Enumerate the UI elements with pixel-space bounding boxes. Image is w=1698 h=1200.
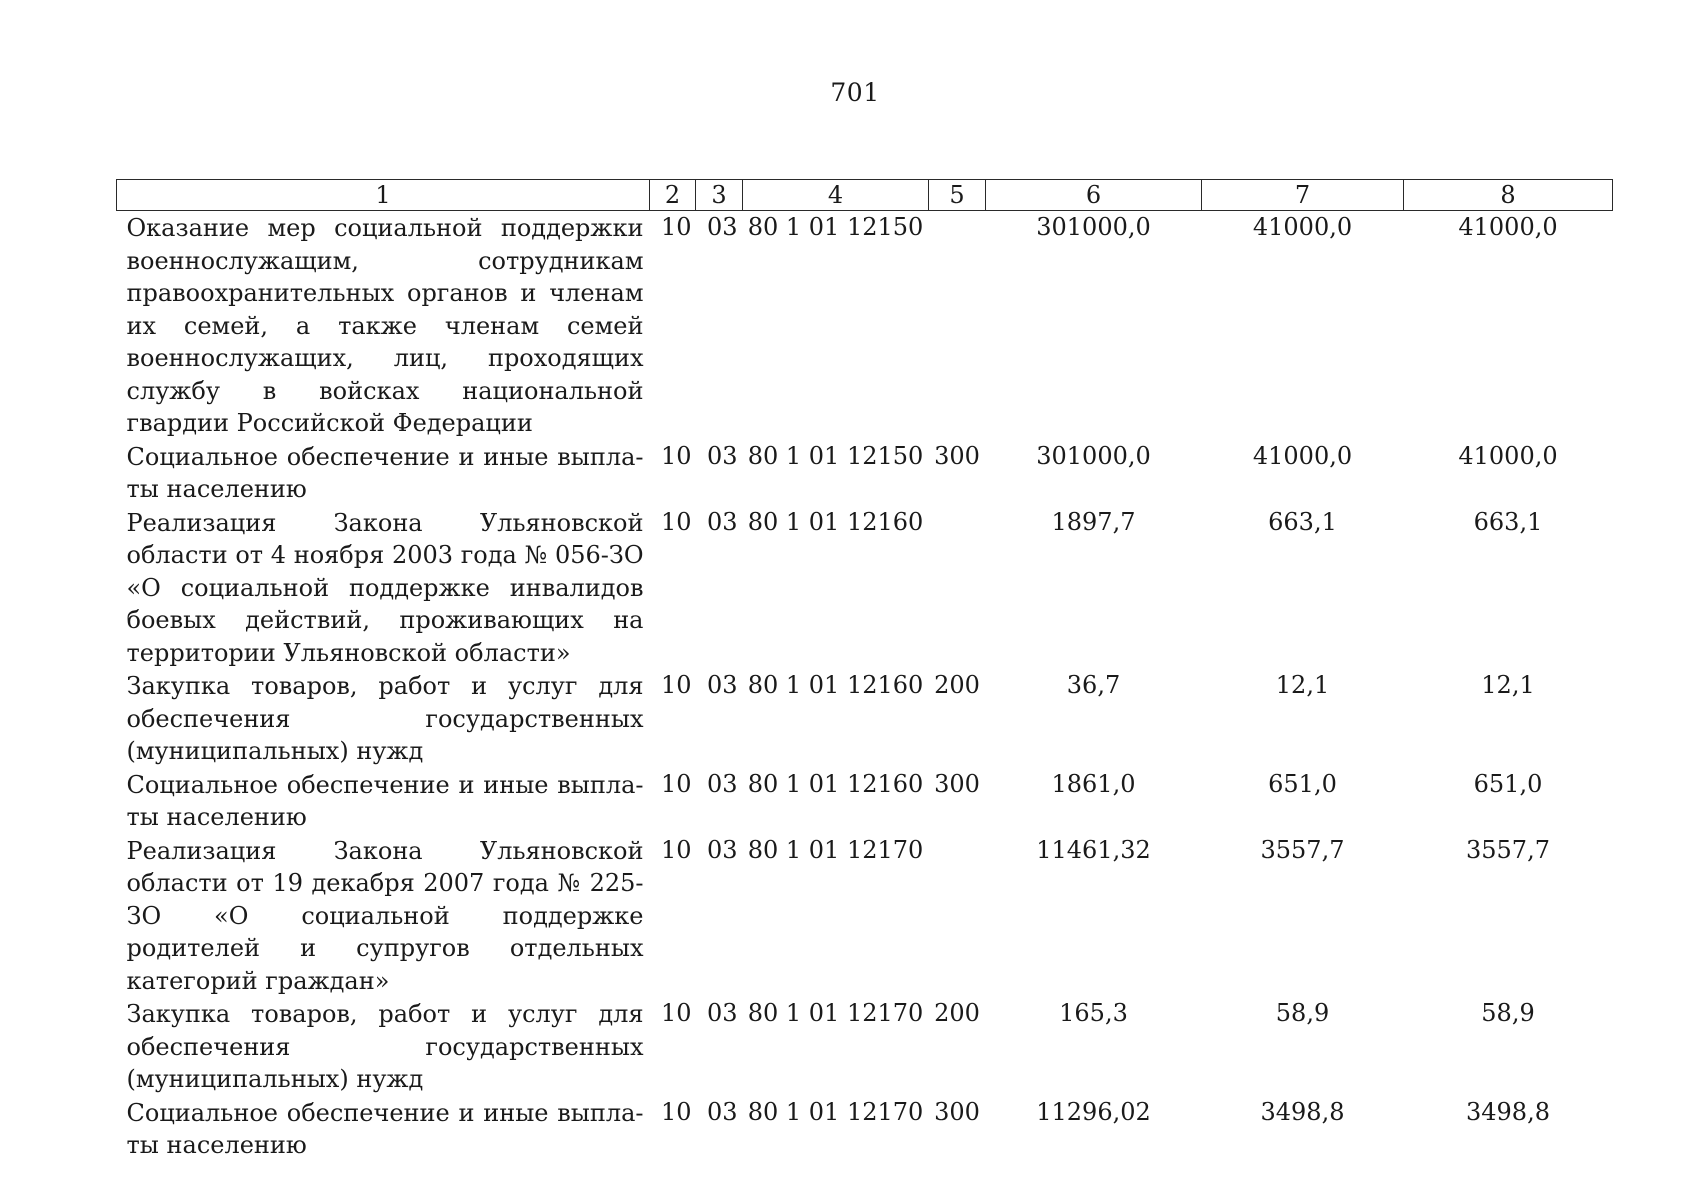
header-col-6: 6 — [986, 180, 1202, 211]
row-section: 10 — [660, 441, 692, 470]
row-target-article: 80 1 01 12160 — [747, 507, 924, 536]
row-section: 10 — [660, 671, 692, 699]
row-col6: 301000,0 — [1036, 213, 1151, 241]
row-col7: 12,1 — [1275, 671, 1330, 699]
row-col7: 41000,0 — [1252, 213, 1353, 241]
row-target-article: 80 1 01 12160 — [747, 769, 924, 798]
table-header-row — [117, 180, 1613, 211]
row-col7: 3498,8 — [1260, 1097, 1345, 1126]
header-col-4: 4 — [743, 180, 929, 211]
row-subsection: 03 — [706, 441, 738, 470]
budget-table — [116, 179, 1613, 1162]
row-description: Социальное обеспечение и иные выплаты населению — [126, 442, 644, 503]
row-section: 10 — [660, 1097, 692, 1126]
table-row — [117, 834, 1613, 998]
table-row — [117, 506, 1613, 670]
row-description: Реализация Закона Ульяновской области от 19 декабря 2007 года № 225-ЗО «О социальной поддержке родителей и супругов отдельных категорий граждан» — [126, 836, 644, 995]
row-subsection: 03 — [706, 507, 738, 536]
row-col8: 3498,8 — [1466, 1097, 1550, 1126]
row-expense-type: 200 — [934, 671, 980, 699]
row-target-article: 80 1 01 12170 — [747, 999, 924, 1027]
row-expense-type — [929, 211, 986, 440]
row-col8: 663,1 — [1473, 507, 1543, 536]
row-section: 10 — [660, 213, 692, 241]
row-description: Социальное обеспечение и иные выплаты населению — [126, 770, 644, 831]
row-target-article: 80 1 01 12170 — [747, 1097, 924, 1126]
row-expense-type — [929, 834, 986, 998]
row-expense-type: 300 — [934, 1097, 980, 1126]
row-col6: 301000,0 — [1036, 441, 1151, 470]
row-expense-type: 300 — [934, 441, 980, 470]
header-col-8: 8 — [1404, 180, 1613, 211]
row-description: Реализация Закона Ульяновской области от 4 ноября 2003 года № 056-ЗО «О социальной поддержке инвалидов боевых действий, проживающих на территории Ульяновской области» — [126, 508, 644, 667]
header-col-3: 3 — [696, 180, 743, 211]
row-subsection: 03 — [706, 999, 738, 1027]
row-expense-type — [929, 506, 986, 670]
row-expense-type: 300 — [934, 769, 980, 798]
table-row — [117, 669, 1613, 768]
table-row — [117, 768, 1613, 834]
row-subsection: 03 — [706, 1097, 738, 1126]
row-subsection: 03 — [706, 835, 738, 864]
header-col-1: 1 — [117, 180, 650, 211]
table-row — [117, 211, 1613, 440]
row-section: 10 — [660, 769, 692, 798]
page-number: 701 — [830, 78, 880, 107]
row-target-article: 80 1 01 12150 — [747, 213, 924, 241]
row-section: 10 — [660, 507, 692, 536]
table-row — [117, 1096, 1613, 1162]
row-target-article: 80 1 01 12150 — [747, 441, 924, 470]
row-col8: 58,9 — [1481, 999, 1535, 1027]
row-section: 10 — [660, 999, 692, 1027]
row-description: Закупка товаров, работ и услуг для обеспечения государственных (муниципальных) нужд — [126, 1000, 644, 1093]
row-col8: 3557,7 — [1466, 835, 1550, 864]
row-col6: 11461,32 — [1036, 835, 1151, 864]
table-row — [117, 997, 1613, 1096]
row-description: Закупка товаров, работ и услуг для обеспечения государственных (муниципальных) нужд — [126, 672, 644, 765]
row-expense-type: 200 — [934, 999, 980, 1027]
table-row — [117, 440, 1613, 506]
row-subsection: 03 — [706, 671, 738, 699]
row-col7: 651,0 — [1268, 769, 1337, 798]
row-subsection: 03 — [706, 213, 738, 241]
row-description: Социальное обеспечение и иные выплаты населению — [126, 1098, 644, 1159]
row-col7: 41000,0 — [1252, 441, 1353, 470]
row-col8: 41000,0 — [1458, 441, 1558, 470]
row-col8: 12,1 — [1481, 671, 1535, 699]
row-description: Оказание мер социальной поддержки военнослужащим, сотрудникам правоохранительных органов и членам их семей, а также членам семей военнослужащих, лиц, проходящих службу в войсках национальной гвардии Российской Федерации — [126, 214, 644, 437]
row-target-article: 80 1 01 12170 — [747, 835, 924, 864]
header-col-5: 5 — [929, 180, 986, 211]
row-section: 10 — [660, 835, 692, 864]
row-col7: 58,9 — [1275, 999, 1330, 1027]
row-col6: 36,7 — [1066, 671, 1121, 699]
row-col6: 1861,0 — [1051, 769, 1136, 798]
row-col6: 11296,02 — [1036, 1097, 1151, 1126]
header-col-2: 2 — [650, 180, 696, 211]
row-col7: 663,1 — [1268, 507, 1337, 536]
row-col8: 41000,0 — [1458, 213, 1558, 241]
row-col6: 165,3 — [1059, 999, 1128, 1027]
row-col8: 651,0 — [1473, 769, 1543, 798]
row-subsection: 03 — [706, 769, 738, 798]
row-col7: 3557,7 — [1260, 835, 1345, 864]
row-target-article: 80 1 01 12160 — [747, 671, 924, 699]
row-col6: 1897,7 — [1051, 507, 1136, 536]
header-col-7: 7 — [1202, 180, 1404, 211]
